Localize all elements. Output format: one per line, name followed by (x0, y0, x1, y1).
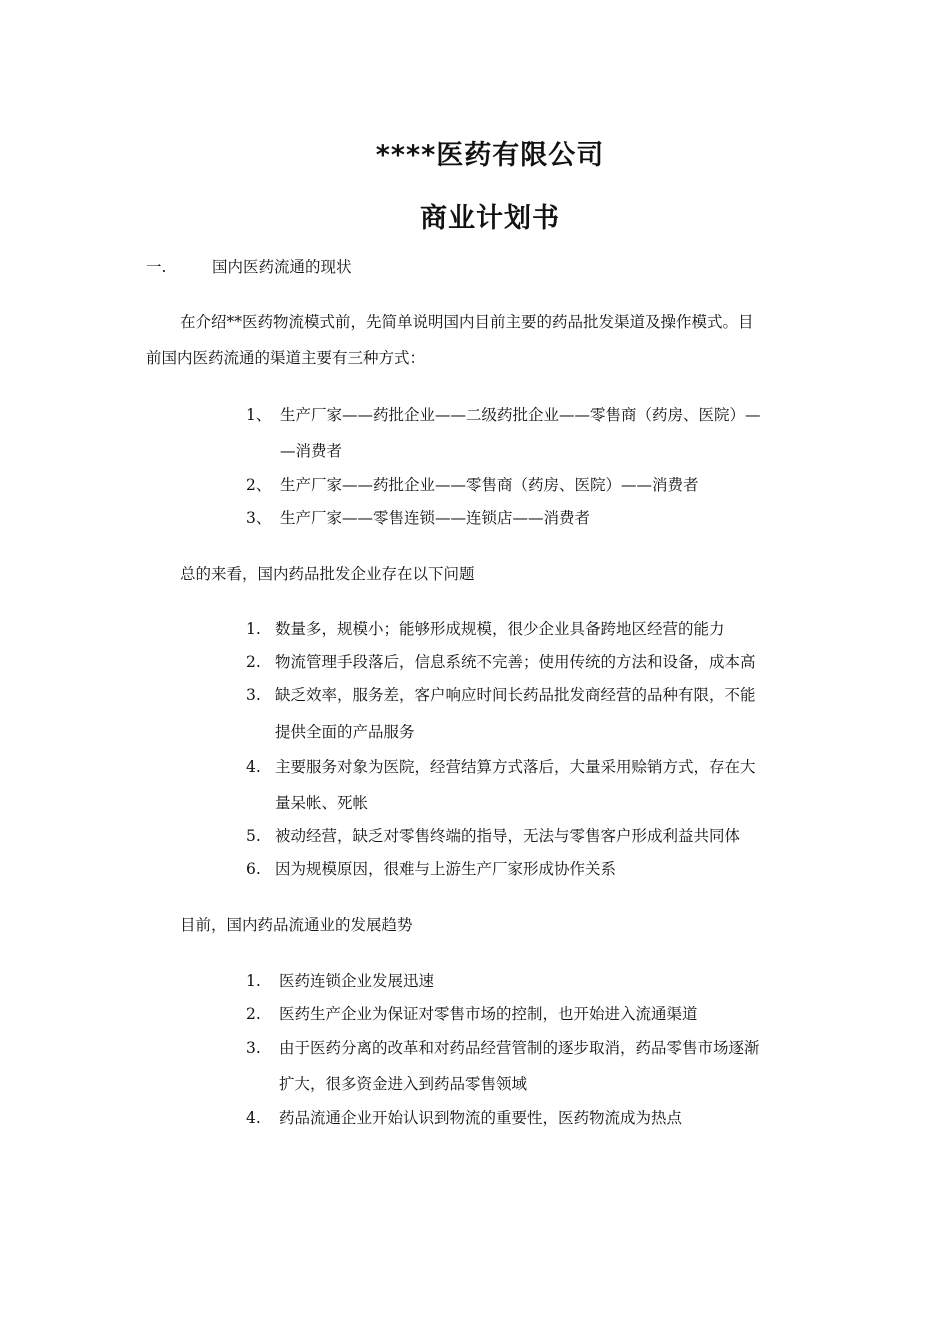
problem-number: 4. (246, 758, 261, 776)
trend-text-cont: 扩大，很多资金进入到药品零售领域 (279, 1075, 528, 1093)
problem-text-cont: 提供全面的产品服务 (275, 723, 415, 741)
problem-text-cont: 量呆帐、死帐 (275, 794, 369, 812)
trends-intro: 目前，国内药品流通业的发展趋势 (180, 916, 413, 934)
trend-number: 2. (246, 1005, 261, 1023)
channel-text-cont: —消费者 (280, 442, 343, 460)
trend-number: 3. (246, 1039, 261, 1057)
problem-text: 物流管理手段落后，信息系统不完善；使用传统的方法和设备，成本高 (275, 653, 756, 671)
trend-number: 1. (246, 972, 261, 990)
problem-text: 被动经营，缺乏对零售终端的指导，无法与零售客户形成利益共同体 (275, 827, 741, 845)
channel-text: 生产厂家——药批企业——二级药批企业——零售商（药房、医院）— (280, 406, 761, 424)
document-title: ****医药有限公司 (375, 140, 605, 171)
intro-line-1: 在介绍**医药物流模式前，先简单说明国内目前主要的药品批发渠道及操作模式。目 (180, 313, 754, 331)
trend-text: 药品流通企业开始认识到物流的重要性，医药物流成为热点 (279, 1109, 683, 1127)
problem-text: 主要服务对象为医院，经营结算方式落后，大量采用赊销方式，存在大 (275, 758, 756, 776)
trend-text: 医药连锁企业发展迅速 (279, 972, 435, 990)
document-subtitle: 商业计划书 (420, 203, 560, 234)
section-number: 一. (146, 258, 167, 276)
problem-text: 数量多，规模小；能够形成规模，很少企业具备跨地区经营的能力 (275, 620, 725, 638)
trend-number: 4. (246, 1109, 261, 1127)
problem-number: 3. (246, 686, 261, 704)
trend-text: 由于医药分离的改革和对药品经营管制的逐步取消，药品零售市场逐渐 (279, 1039, 760, 1057)
channel-text: 生产厂家——零售连锁——连锁店——消费者 (280, 509, 591, 527)
problem-text: 缺乏效率，服务差，客户响应时间长药品批发商经营的品种有限，不能 (275, 686, 756, 704)
problem-number: 5. (246, 827, 261, 845)
channel-text: 生产厂家——药批企业——零售商（药房、医院）——消费者 (280, 476, 699, 494)
problem-number: 2. (246, 653, 261, 671)
intro-line-2: 前国内医药流通的渠道主要有三种方式： (146, 349, 426, 367)
problems-intro: 总的来看，国内药品批发企业存在以下问题 (180, 565, 475, 583)
channel-number: 2、 (246, 476, 272, 494)
problem-number: 6. (246, 860, 261, 878)
section-heading: 国内医药流通的现状 (212, 258, 352, 276)
problem-text: 因为规模原因，很难与上游生产厂家形成协作关系 (275, 860, 617, 878)
channel-number: 1、 (246, 406, 272, 424)
channel-number: 3、 (246, 509, 272, 527)
trend-text: 医药生产企业为保证对零售市场的控制，也开始进入流通渠道 (279, 1005, 698, 1023)
problem-number: 1. (246, 620, 261, 638)
